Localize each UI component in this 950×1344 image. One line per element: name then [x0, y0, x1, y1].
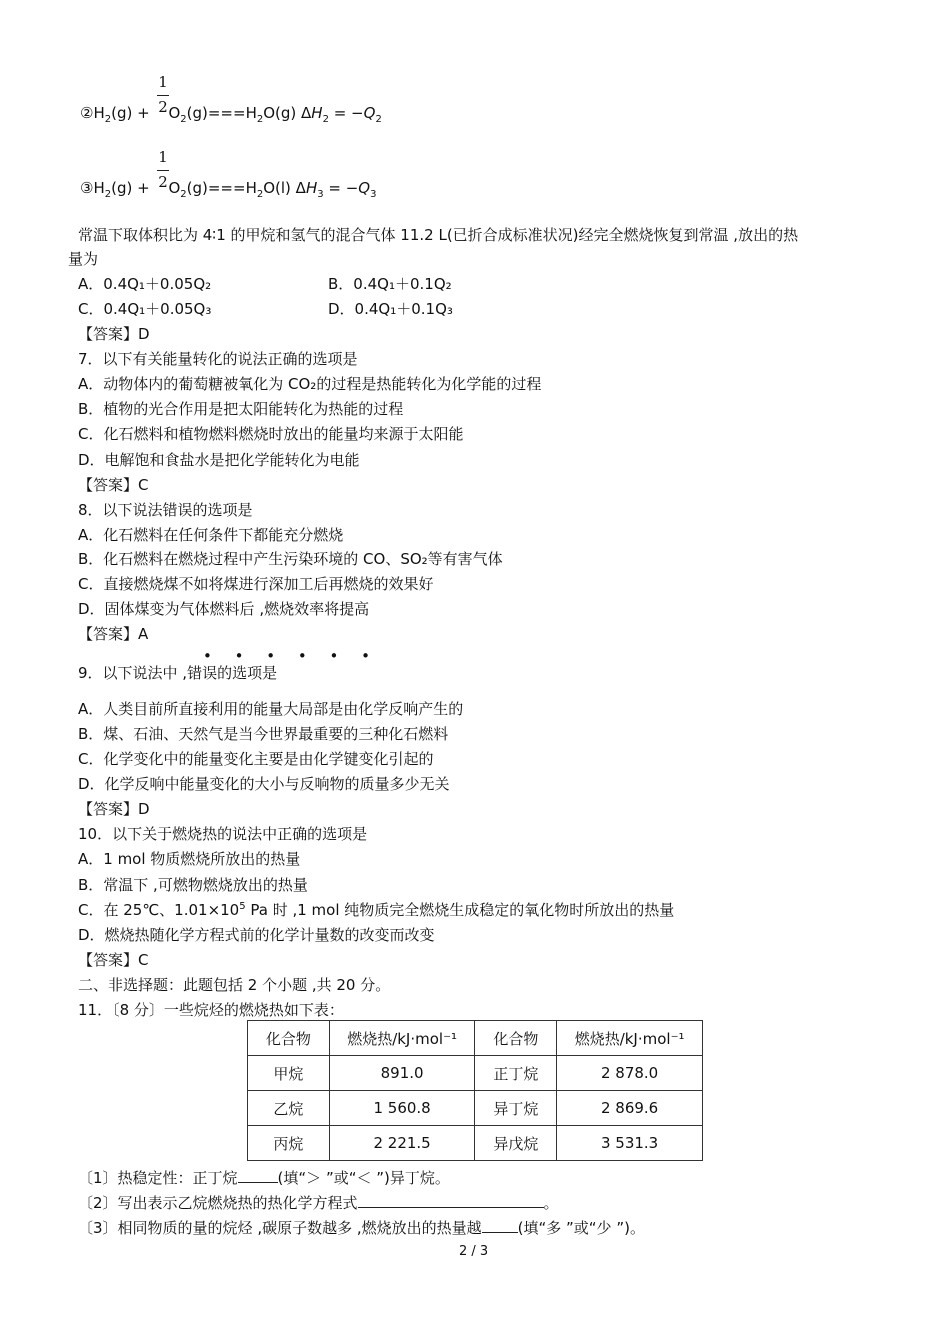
q7-answer: 【答案】C — [78, 476, 149, 494]
fraction-numerator: 1 — [158, 148, 168, 166]
fraction-bar — [157, 95, 169, 96]
q6-option-d: D．0.4Q₁＋0.1Q₃ — [328, 300, 453, 318]
answer-blank[interactable] — [482, 1218, 518, 1233]
formula-3: $③H_2(g) + O_2(g)===H_2O(l) \Delta H_3 = -Q_3$ — [80, 179, 377, 200]
fraction-numerator: 1 — [158, 73, 168, 91]
q11-part3: 〔3〕相同物质的量的烷烃 ,碳原子数越多 ,燃烧放出的热量越 (填“多 ”或“少 ”)。 — [78, 1219, 645, 1237]
q10-stem: 10．以下关于燃烧热的说法中正确的选项是 — [78, 825, 368, 843]
q6-option-b: B．0.4Q₁＋0.1Q₂ — [328, 275, 452, 293]
emphasis-dots: • • • • • • — [203, 647, 379, 665]
page-number: 2 / 3 — [459, 1244, 489, 1259]
section-heading: 二、非选择题：此题包括 2 个小题 ,共 20 分。 — [78, 976, 391, 994]
fraction-denominator: 2 — [158, 173, 168, 191]
table-cell: 异戊烷 — [475, 1126, 557, 1161]
q7-stem: 7．以下有关能量转化的说法正确的选项是 — [78, 350, 358, 368]
table-cell: 甲烷 — [248, 1056, 330, 1091]
q8-option-d: D．固体煤变为气体燃料后 ,燃烧效率将提高 — [78, 600, 370, 618]
q6-stem-line2: 量为 — [68, 250, 99, 268]
table-header-row — [248, 1021, 703, 1056]
q11-stem: 11．〔8 分〕一些烷烃的燃烧热如下表： — [78, 1001, 344, 1019]
answer-blank[interactable] — [358, 1193, 544, 1208]
q11-part2: 〔2〕写出表示乙烷燃烧热的热化学方程式 。 — [78, 1194, 559, 1212]
table-row — [248, 1056, 703, 1091]
q7-option-b: B．植物的光合作用是把太阳能转化为热能的过程 — [78, 400, 404, 418]
table-row — [248, 1126, 703, 1161]
q9-option-a: A．人类目前所直接利用的能量大局部是由化学反响产生的 — [78, 700, 464, 718]
q6-stem-line1: 常温下取体积比为 4∶1 的甲烷和氢气的混合气体 11.2 L(已折合成标准状况)经完全燃烧恢复到常温 ,放出的热 — [78, 226, 799, 244]
fraction-bar — [157, 170, 169, 171]
q8-stem: 8．以下说法错误的选项是 — [78, 501, 253, 519]
combustion-heat-table — [247, 1020, 703, 1161]
q7-option-d: D．电解饱和食盐水是把化学能转化为电能 — [78, 451, 360, 469]
table-cell: 3 531.3 — [557, 1126, 703, 1161]
q6-option-c: C．0.4Q₁＋0.05Q₃ — [78, 300, 212, 318]
table-header-cell: 燃烧热/kJ·mol⁻¹ — [557, 1021, 703, 1056]
table-cell: 正丁烷 — [475, 1056, 557, 1091]
table-cell: 异丁烷 — [475, 1091, 557, 1126]
table-header-cell: 燃烧热/kJ·mol⁻¹ — [329, 1021, 475, 1056]
table-cell: 891.0 — [329, 1056, 475, 1091]
q9-answer: 【答案】D — [78, 800, 150, 818]
q6-answer: 【答案】D — [78, 325, 150, 343]
table-cell: 乙烷 — [248, 1091, 330, 1126]
q7-option-a: A．动物体内的葡萄糖被氧化为 CO₂的过程是热能转化为化学能的过程 — [78, 375, 542, 393]
q6-option-a: A．0.4Q₁＋0.05Q₂ — [78, 275, 212, 293]
table-row — [248, 1091, 703, 1126]
q10-option-c: C．在 25℃、$1.01\times 10^5$ Pa 时 ,1 mol 纯物质完全燃烧生成稳定的氧化物时所放出的热量 — [78, 901, 675, 919]
fraction-denominator: 2 — [158, 98, 168, 116]
table-header-cell: 化合物 — [248, 1021, 330, 1056]
table-cell: 2 878.0 — [557, 1056, 703, 1091]
table-header-cell: 化合物 — [475, 1021, 557, 1056]
q10-option-a: A．1 mol 物质燃烧所放出的热量 — [78, 850, 301, 868]
q8-option-a: A．化石燃料在任何条件下都能充分燃烧 — [78, 526, 344, 544]
q8-option-b: B．化石燃料在燃烧过程中产生污染环境的 CO、SO₂等有害气体 — [78, 550, 503, 568]
q7-option-c: C．化石燃料和植物燃料燃烧时放出的能量均来源于太阳能 — [78, 425, 464, 443]
q11-part1: 〔1〕热稳定性：正丁烷 (填“＞ ”或“＜ ”)异丁烷。 — [78, 1169, 450, 1187]
q9-option-b: B．煤、石油、天然气是当今世界最重要的三种化石燃料 — [78, 725, 449, 743]
q9-option-c: C．化学变化中的能量变化主要是由化学键变化引起的 — [78, 750, 434, 768]
table-cell: 丙烷 — [248, 1126, 330, 1161]
q10-option-b: B．常温下 ,可燃物燃烧放出的热量 — [78, 876, 308, 894]
table-cell: 2 221.5 — [329, 1126, 475, 1161]
table-cell: 1 560.8 — [329, 1091, 475, 1126]
q9-stem: 9．以下说法中 ,错误的选项是 — [78, 664, 278, 682]
table-cell: 2 869.6 — [557, 1091, 703, 1126]
q9-option-d: D．化学反响中能量变化的大小与反响物的质量多少无关 — [78, 775, 450, 793]
q10-option-d: D．燃烧热随化学方程式前的化学计量数的改变而改变 — [78, 926, 435, 944]
q10-answer: 【答案】C — [78, 951, 149, 969]
q8-option-c: C．直接燃烧煤不如将煤进行深加工后再燃烧的效果好 — [78, 575, 434, 593]
answer-blank[interactable] — [238, 1168, 278, 1183]
q8-answer: 【答案】A — [78, 625, 149, 643]
formula-2: $②H_2(g) + O_2(g)===H_2O(g) \Delta H_2 = -Q_2$ — [80, 104, 382, 125]
